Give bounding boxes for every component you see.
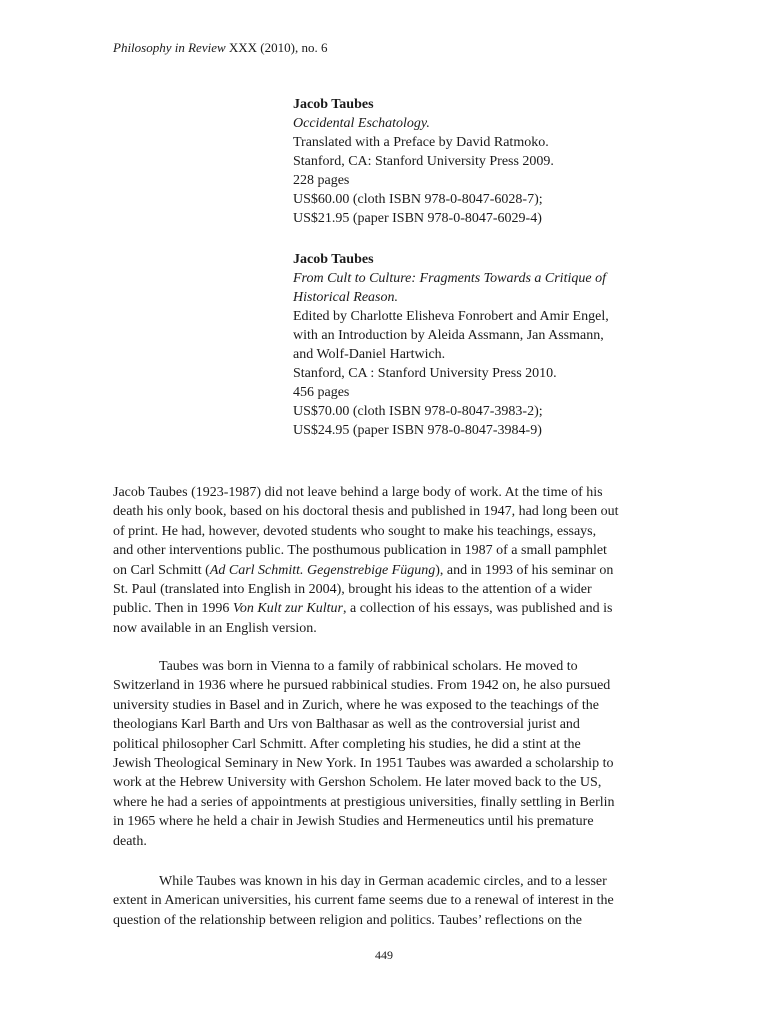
book-translator: Translated with a Preface by David Ratmoko.	[293, 135, 549, 150]
book-title: Occidental Eschatology.	[293, 116, 430, 131]
book-title-line-2: Historical Reason.	[293, 290, 398, 305]
text-line: and other interventions public. The posthumous publication in 1987 of a small pamphlet	[113, 543, 607, 559]
review-paragraph-3	[113, 872, 653, 930]
text-line: now available in an English version.	[113, 620, 317, 636]
book-price-cloth: US$60.00 (cloth ISBN 978-0-8047-6028-7);	[293, 192, 543, 207]
text-line	[113, 561, 653, 580]
journal-title: Philosophy in Review	[113, 40, 226, 55]
text-line: theologians Karl Barth and Urs von Balthasar as well as the controversial jurist and	[113, 717, 580, 733]
text-line: university studies in Basel and in Zurich, where he was exposed to the teachings of the	[113, 697, 599, 713]
journal-issue: XXX (2010), no. 6	[225, 40, 328, 55]
text-run: , a collection of his essays, was published and is	[343, 601, 613, 617]
running-header	[113, 40, 327, 56]
book-citation-1	[293, 95, 554, 228]
text-line: St. Paul (translated into English in 2004), brought his ideas to the attention of a wider	[113, 582, 592, 598]
book-author: Jacob Taubes	[293, 252, 374, 267]
italic-title: Von Kult zur Kultur	[232, 601, 343, 617]
book-publisher: Stanford, CA : Stanford University Press 2010.	[293, 366, 557, 381]
book-publisher: Stanford, CA: Stanford University Press 2009.	[293, 154, 554, 169]
text-line: Switzerland in 1936 where he pursued rabbinical studies. From 1942 on, he also pursued	[113, 678, 611, 694]
book-title-line-1: From Cult to Culture: Fragments Towards a Critique of	[293, 271, 606, 286]
text-line: political philosopher Carl Schmitt. After completing his studies, he did a stint at the	[113, 736, 581, 752]
book-citation-2	[293, 250, 609, 440]
book-editors: Edited by Charlotte Elisheva Fonrobert and Amir Engel,	[293, 309, 609, 324]
text-line: work at the Hebrew University with Gershon Scholem. He later moved back to the US,	[113, 775, 602, 791]
text-line: death his only book, based on his doctoral thesis and published in 1947, had long been out	[113, 504, 619, 520]
book-pages: 456 pages	[293, 385, 350, 400]
book-price-paper: US$21.95 (paper ISBN 978-0-8047-6029-4)	[293, 211, 542, 226]
text-line: where he had a series of appointments at prestigious universities, finally settling in Berlin	[113, 794, 615, 810]
text-line: in 1965 where he held a chair in Jewish Studies and Hermeneutics until his premature	[113, 814, 594, 830]
text-line: While Taubes was known in his day in German academic circles, and to a lesser	[159, 874, 607, 889]
text-run: ), and in 1993 of his seminar on	[435, 562, 614, 578]
text-line: Jewish Theological Seminary in New York. In 1951 Taubes was awarded a scholarship to	[113, 756, 614, 772]
text-run: public. Then in 1996	[113, 601, 233, 617]
review-paragraph-2	[113, 657, 653, 851]
book-introduction-cont: and Wolf-Daniel Hartwich.	[293, 347, 446, 362]
book-price-cloth: US$70.00 (cloth ISBN 978-0-8047-3983-2);	[293, 404, 543, 419]
text-line: extent in American universities, his current fame seems due to a renewal of interest in the	[113, 893, 614, 909]
review-paragraph-1	[113, 483, 653, 638]
text-line: of print. He had, however, devoted students who sought to make his teachings, essays,	[113, 523, 597, 539]
book-price-paper: US$24.95 (paper ISBN 978-0-8047-3984-9)	[293, 423, 542, 438]
text-run: on Carl Schmitt (	[113, 562, 210, 578]
text-line: question of the relationship between religion and politics. Taubes’ reflections on the	[113, 912, 582, 928]
page-number: 449	[375, 948, 393, 962]
text-line: Jacob Taubes (1923-1987) did not leave behind a large body of work. At the time of his	[113, 485, 603, 500]
italic-title: Ad Carl Schmitt. Gegenstrebige Fügung	[209, 562, 436, 578]
book-introduction: with an Introduction by Aleida Assmann, Jan Assmann,	[293, 328, 604, 343]
text-line: Taubes was born in Vienna to a family of rabbinical scholars. He moved to	[159, 659, 578, 674]
book-pages: 228 pages	[293, 173, 350, 188]
text-line	[113, 599, 653, 618]
text-line: death.	[113, 833, 147, 849]
book-author: Jacob Taubes	[293, 97, 374, 112]
